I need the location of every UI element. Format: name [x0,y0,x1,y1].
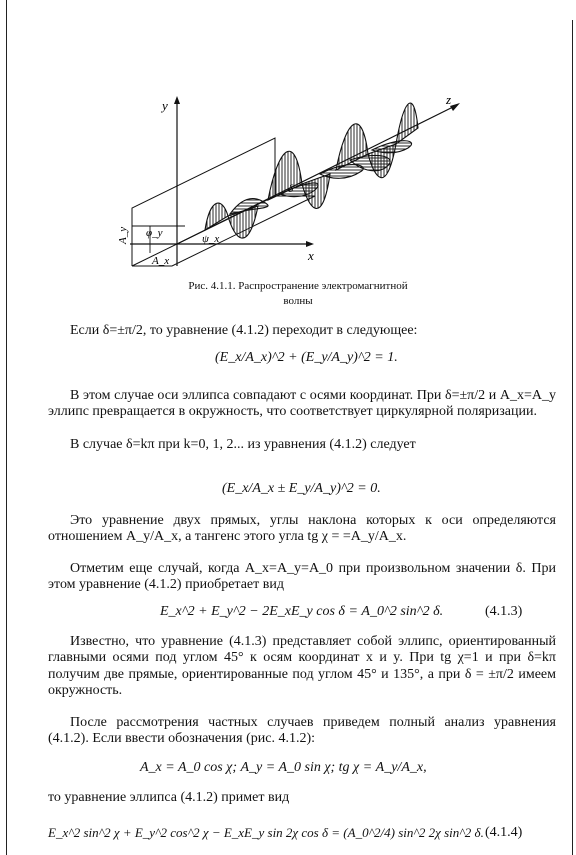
axis-y-label: y [162,98,168,113]
equation-3-number: (4.1.3) [485,604,523,619]
label-ax: A_x [152,255,170,267]
page-edge-left [6,0,7,855]
axis-x-label: x [308,248,314,263]
paragraph-8: то уравнение эллипса (4.1.2) примет вид [48,790,290,805]
equation-1: (E_x/A_x)^2 + (E_y/A_y)^2 = 1. [215,350,398,365]
equation-4: A_x = A_0 cos χ; A_y = A_0 sin χ; tg χ = A_y/A_x, [140,760,427,775]
label-ay: A_y [117,226,129,244]
label-psi-x: ψ_x [202,233,220,245]
wave-figure [110,88,480,273]
equation-2: (E_x/A_x ± E_y/A_y)^2 = 0. [222,481,381,496]
paragraph-1: Если δ=±π/2, то уравнение (4.1.2) переходит в следующее: [70,323,418,338]
paragraph-6: Известно, что уравнение (4.1.3) представляет собой эллипс, ориентированный главными осями под углом 45° к осям координат x и y. При tg χ=1 и при δ=kπ получим две прямые, ориентированные под углом 45° и 135°, а при δ = ±π/2 имеем окружность. [48,634,556,698]
paragraph-7: После рассмотрения частных случаев приведем полный анализ уравнения (4.1.2). Если ввести обозначения (рис. 4.1.2): [48,715,556,747]
figure-caption [128,279,468,309]
paragraph-3: В случае δ=kπ при k=0, 1, 2... из уравнения (4.1.2) следует [70,437,416,452]
page-edge-right [572,20,573,855]
paragraph-2: В этом случае оси эллипса совпадают с осями координат. При δ=±π/2 и A_x=A_y эллипс превращается в окружность, что соответствует циркулярной поляризации. [48,388,556,420]
ey-wave [205,103,418,238]
axis-z-label: z [446,92,452,107]
label-delta: δ [288,183,294,195]
paragraph-5: Отметим еще случай, когда A_x=A_y=A_0 при произвольном значении δ. При этом уравнение (4.1.2) приобретает вид [48,561,556,593]
caption-line1: Рис. 4.1.1. Распространение электромагнитной [188,280,408,292]
caption-line2: волны [283,295,313,307]
paragraph-4: Это уравнение двух прямых, углы наклона которых к оси определяются отношением A_y/A_x, а тангенс этого угла tg χ = =A_y/A_x. [48,513,556,545]
equation-5: E_x^2 sin^2 χ + E_y^2 cos^2 χ − E_xE_y sin 2χ cos δ = (A_0^2/4) sin^2 2χ sin^2 δ. [48,825,484,840]
equation-5-number: (4.1.4) [485,825,523,840]
label-phi-y: φ_y [146,227,163,239]
equation-3: E_x^2 + E_y^2 − 2E_xE_y cos δ = A_0^2 sin^2 δ. [160,604,444,619]
